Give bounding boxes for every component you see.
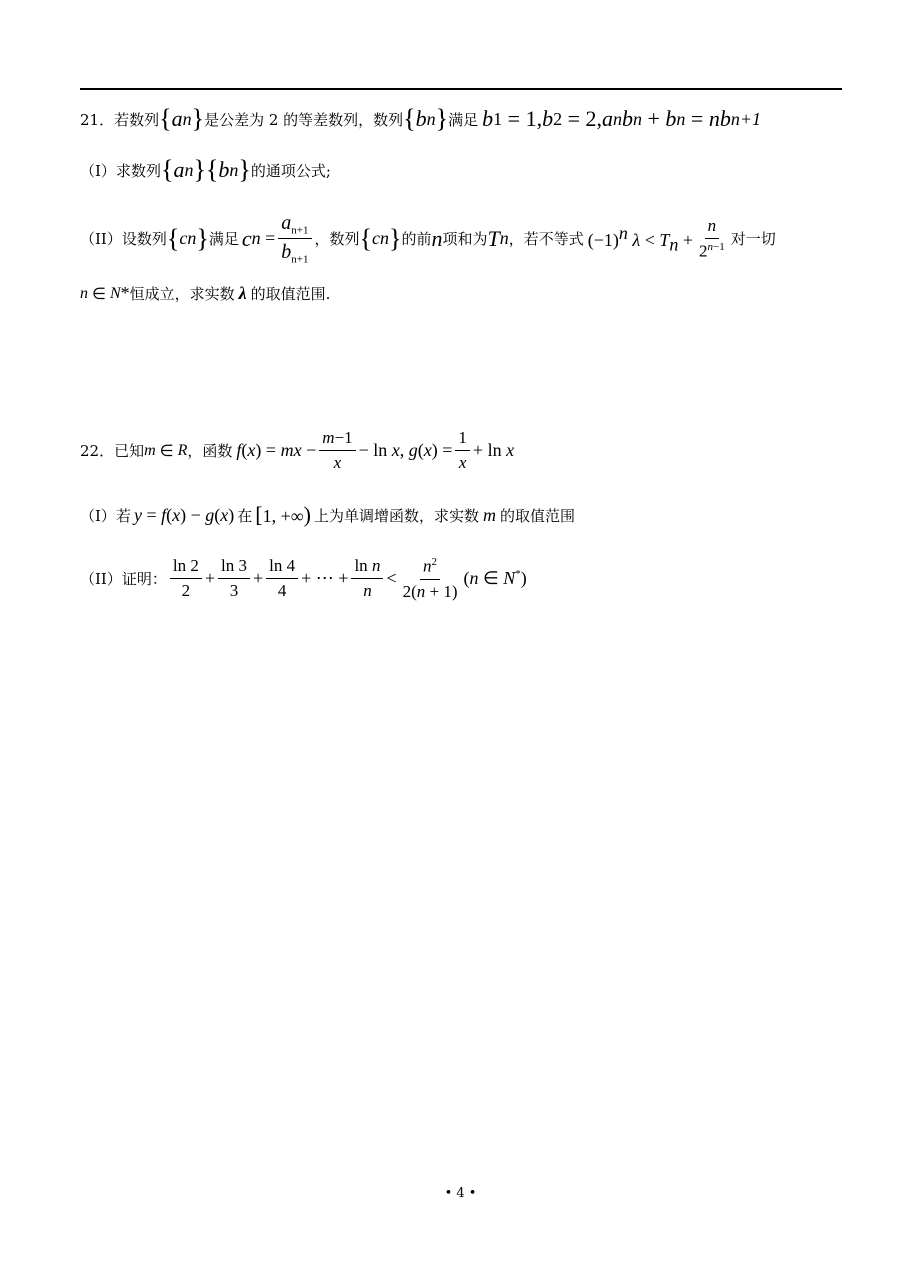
q21-part-1: （I） 求数列 { a n } { b n } 的通项公式;: [80, 155, 331, 184]
page-number: • 4 •: [444, 1186, 477, 1201]
header-rule: [80, 88, 842, 90]
q22-part-2: （II） 证明： $\frac{\ln 2}{2}$ + $\frac{\ln 3}{3}$ + $\frac{\ln 4}{4}$ + ⋯ + $\frac{\text{ln n}}{n}$ < $\frac{n^2}{2(n + 1)}$ (n ∈ N*): [80, 556, 527, 601]
q21-part-2: （II） 设数列 { c n } 满足 c n = $\frac{a_{n+1}}{b_{n+1}}$ ，数列 { c n } 的前 n 项和为 T n ，若不等式 $(-1)^n$ $\lambda < T_n$ + $\frac{n}{2^{n-1}}$ 对一切: [80, 212, 776, 266]
q21-part-2-cont: n ∈ N * 恒成立，求实数 λ 的取值范围.: [80, 283, 331, 303]
q22-part-1: （I） 若 y = f(x) − g(x) 在 [1, +∞) 上为单调增函数，求实数 m 的取值范围: [80, 502, 575, 527]
q22-statement: 22． 已知 m ∈ R ，函数 f(x) = mx − $\frac{m-1}{x}$ − ln x, g(x) = $\frac{1}{x}$ + ln x: [80, 428, 515, 472]
q21-number: 21．: [80, 110, 115, 129]
q22-number: 22．: [80, 442, 115, 460]
q21-statement: 21． 若数列 { a n } 是公差为 2 的等差数列，数列 { b n } 满足 b 1 = 1, b 2 = 2, a n b n + b n = nb n+1: [80, 104, 761, 133]
